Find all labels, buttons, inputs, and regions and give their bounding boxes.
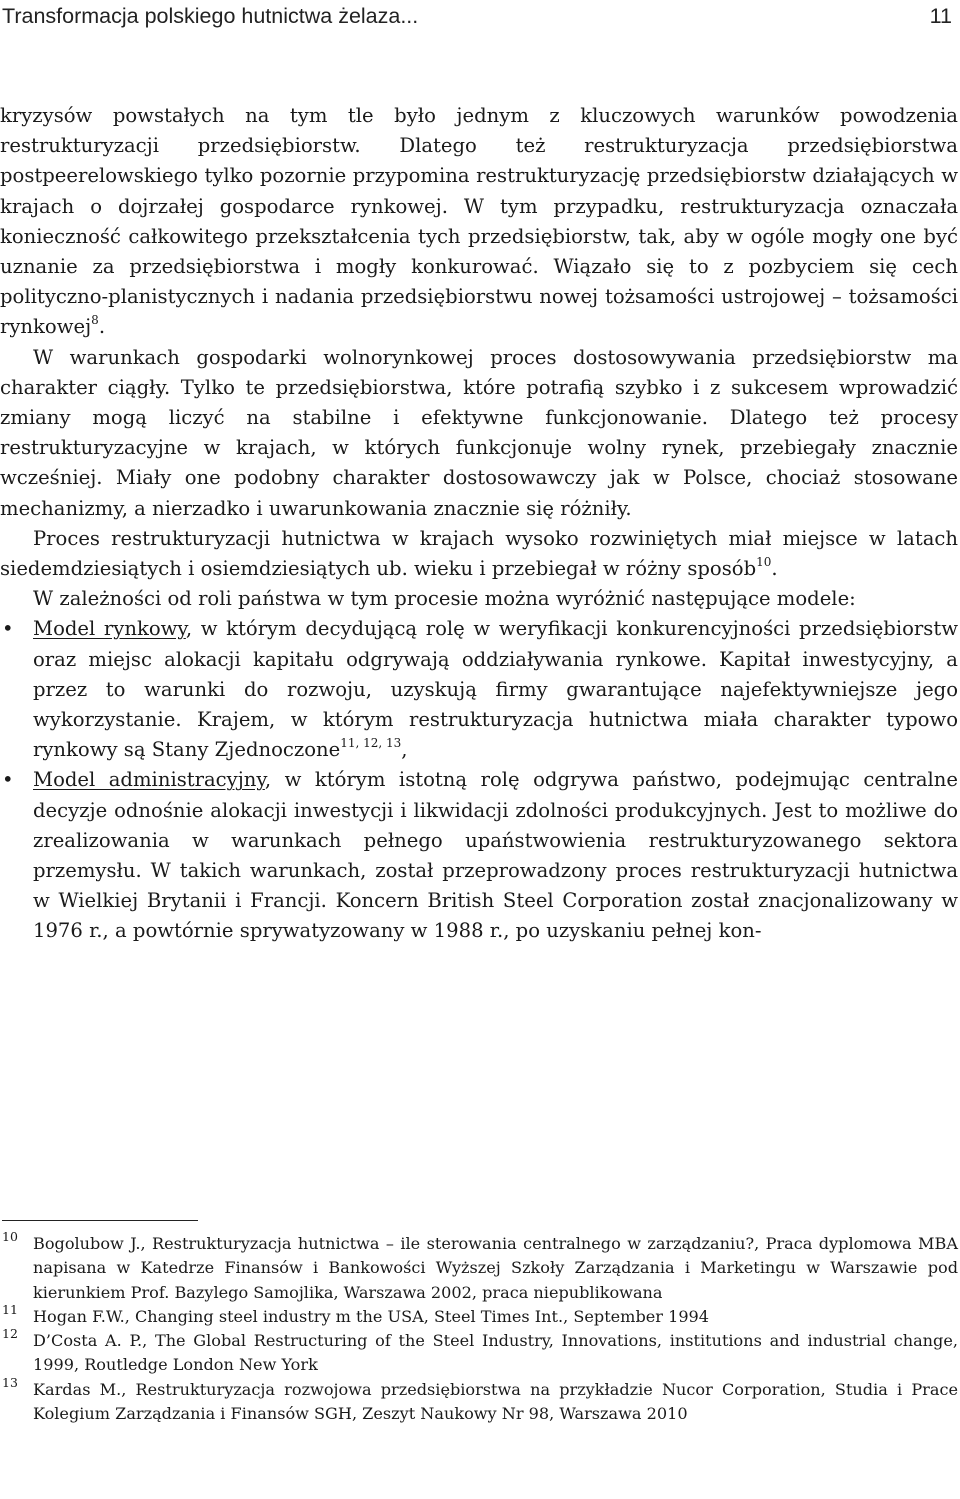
footnote-12 <box>0 1326 958 1378</box>
list-item-model-administracyjny <box>0 765 958 946</box>
footnote-10 <box>0 1229 958 1305</box>
footnote-ref-10: 10 <box>756 555 772 570</box>
footnote-text: D’Costa A. P., The Global Restructuring of the Steel Industry, Innovations, institutions and industrial change, 1999, Routledge London New York <box>33 1331 958 1375</box>
footnote-number: 10 <box>2 1229 18 1244</box>
paragraph-1-end: . <box>98 315 106 339</box>
paragraph-3-end: . <box>771 557 778 581</box>
bullet-icon: • <box>2 617 14 641</box>
footnote-text: Hogan F.W., Changing steel industry m the USA, Steel Times Int., September 1994 <box>33 1306 710 1326</box>
footnote-13 <box>0 1374 958 1427</box>
paragraph-3-text: Proces restrukturyzacji hutnictwa w krajach wysoko rozwiniętych miał miejsce w latach siedemdziesiątych i osiemdziesiątych ub. wieku i przebiegał w różny sposób <box>0 526 958 581</box>
paragraph-3 <box>0 524 958 584</box>
models-list <box>0 614 958 946</box>
paragraph-1-text: kryzysów powstałych na tym tle było jednym z kluczowych warunków powodzenia restrukturyzacji przedsiębiorstw. Dlatego też restrukturyzacja przedsiębiorstwa postpeerelowskiego tylko pozornie przypomina restrukturyzację przedsiębiorstw działających w krajach o dojrzałej gospodarce rynkowej. W tym przypadku, restrukturyzacja oznaczała konieczność całkowitego przekształcenia tych przedsiębiorstw, tak, aby w ogóle mogły one być uznanie za przedsiębiorstwa i mogły konkurować. Wiązało się to z pozbyciem się cech polityczno-planistycznych i nadania przedsiębiorstwu nowej tożsamości ustrojowej – tożsamości rynkowej <box>0 104 958 339</box>
body-text <box>0 101 958 947</box>
running-header <box>2 4 952 34</box>
list-item-model-rynkowy <box>0 614 958 765</box>
footnote-divider <box>2 1220 198 1221</box>
footnote-text: Bogolubow J., Restrukturyzacja hutnictwa – ile sterowania centralnego w zarządzaniu?, Praca dyplomowa MBA napisana w Katedrze Finansów i Bankowości Wyższej Szkoły Zarządzania i Marketingu w Warszawie pod kierunkiem Prof. Bazylego Samojlika, Warszawa 2002, praca niepublikowana <box>33 1234 958 1302</box>
running-title: Transformacja polskiego hutnictwa żelaza... <box>2 4 419 28</box>
paragraph-2: W warunkach gospodarki wolnorynkowej proces dostosowywania przedsiębiorstw ma charakter ciągły. Tylko te przedsiębiorstwa, które potrafią szybko i z sukcesem wprowadzić zmiany mogą liczyć na stabilne i efektywne funkcjonowanie. Dlatego też procesy restrukturyzacyjne w krajach, w których funkcjonuje wolny rynek, przebiegały znacznie wcześniej. Miały one podobny charakter dostosowawczy jak w Polsce, chociaż stosowane mechanizmy, a nierzadko i uwarunkowania znacznie się różniły. <box>0 345 958 520</box>
model-term: Model administracyjny <box>33 768 265 792</box>
page-number: 11 <box>929 4 952 28</box>
footnote-ref-8: 8 <box>91 313 99 328</box>
model-term: Model rynkowy <box>33 617 186 641</box>
paragraph-1 <box>0 101 958 343</box>
footnote-number: 12 <box>2 1326 18 1342</box>
paragraph-4: W zależności od roli państwa w tym procesie można wyróżnić następujące modele: <box>33 587 856 611</box>
footnotes <box>0 1220 958 1426</box>
footnote-refs-11-12-13: 11, 12, 13 <box>340 736 402 751</box>
bullet-icon: • <box>2 768 14 792</box>
footnote-number: 13 <box>2 1374 18 1390</box>
model-description: , w którym istotną rolę odgrywa państwo, podejmując centralne decyzje odnośnie alokacji inwestycji i likwidacji zdolności produkcyjnych. Jest to możliwe do zrealizowania w warunkach pełnego upaństwowienia restrukturyzowanego sektora przemysłu. W takich warunkach, został przeprowadzony proces restrukturyzacji hutnictwa w Wielkiej Brytanii i Francji. Koncern British Steel Corporation został znacjonalizowany w 1976 r., a powtórnie sprywatyzowany w 1988 r., po uzyskaniu pełnej kon- <box>33 768 958 943</box>
model-description: , w którym decydującą rolę w weryfikacji konkurencyjności przedsiębiorstw oraz miejsc alokacji kapitału odgrywają oddziaływania rynkowe. Kapitał inwestycyjny, a przez to warunki do rozwoju, uzyskują firmy gwarantujące najefektywniejsze jego wykorzystanie. Krajem, w którym restrukturyzacja hutnictwa miała charakter typowo rynkowy są Stany Zjednoczone <box>33 617 958 762</box>
footnote-text: Kardas M., Restrukturyzacja rozwojowa przedsiębiorstwa na przykładzie Nucor Corporation, Studia i Prace Kolegium Zarządzania i Finansów SGH, Zeszyt Naukowy Nr 98, Warszawa 2010 <box>33 1379 958 1424</box>
footnote-number: 11 <box>2 1301 18 1317</box>
footnote-11 <box>0 1301 958 1329</box>
model-description-end: , <box>401 738 408 762</box>
